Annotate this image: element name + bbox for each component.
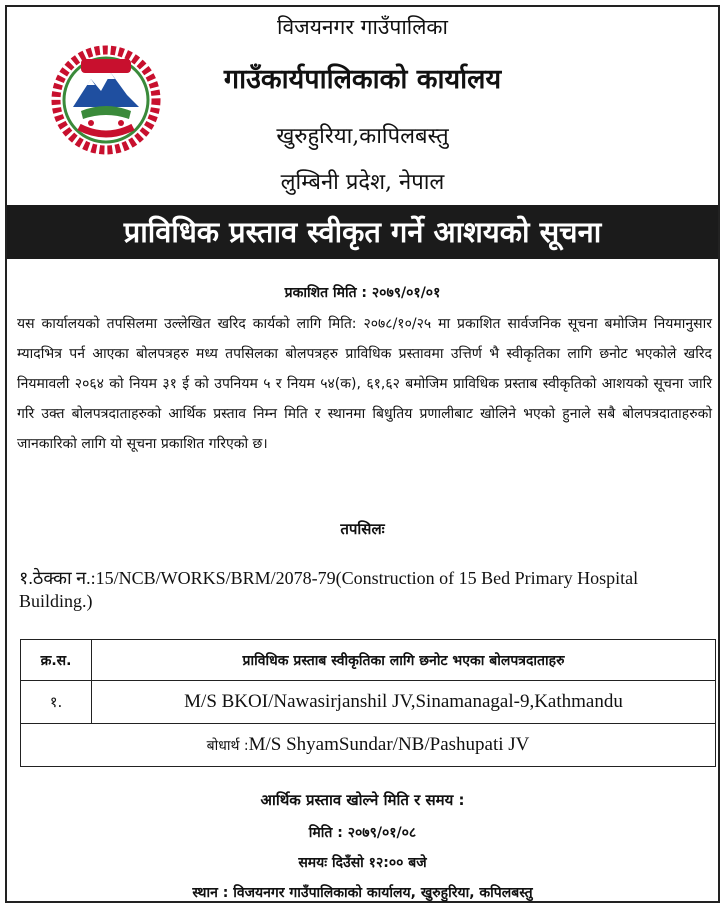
province-country: लुम्बिनी प्रदेश, नेपाल	[280, 170, 445, 195]
row-bidder-name: M/S BKOI/Nawasirjanshil JV,Sinamanagal-9,Kathmandu	[92, 681, 716, 724]
financial-opening-time: समयः दिउँसो १२:०० बजे	[298, 855, 427, 871]
header-bidders: प्राविधिक प्रस्ताब स्वीकृतिका लागि छनोट भएका बोलपत्रदाताहरु	[92, 640, 716, 681]
municipality-name: विजयनगर गाउँपालिका	[277, 15, 448, 39]
table-row	[21, 681, 716, 724]
office-name: गाउँकार्यपालिकाको कार्यालय	[223, 64, 502, 95]
notice-title-banner: प्राविधिक प्रस्ताव स्वीकृत गर्ने आशयको सूचना	[7, 205, 718, 259]
contract-number: १.ठेक्का न.:15/NCB/WORKS/BRM/2078-79(Construction of 15 Bed Primary Hospital Building.)	[19, 568, 639, 611]
financial-opening-place: स्थान : विजयनगर गाउँपालिकाको कार्यालय, खुरुहुरिया, कपिलबस्तु	[192, 885, 533, 901]
office-header	[7, 7, 718, 202]
financial-opening-date: मिति : २०७९/०१/०८	[308, 825, 417, 841]
financial-opening-heading: आर्थिक प्रस्ताव खोल्ने मिति र समय :	[260, 791, 465, 809]
details-heading: तपसिलः	[340, 520, 385, 538]
office-address: खुरुहुरिया,कापिलबस्तु	[276, 124, 449, 149]
row-serial: १.	[21, 681, 92, 724]
header-serial: क्र.स.	[21, 640, 92, 681]
bodhartha-cell	[21, 724, 716, 767]
bodhartha-label: बोधार्थ :	[206, 738, 249, 754]
notice-page	[5, 5, 720, 903]
notice-body-paragraph: यस कार्यालयको तपसिलमा उल्लेखित खरिद कार्यको लागि मिति: २०७८/१०/२५ मा प्रकाशित सार्वजनिक सूचना बमोजिम नियमानुसार म्यादभित्र पर्न आएका बोलपत्रहरु मध्य तपसिलका बोलपत्रहरु प्राविधिक प्रस्तावमा उत्तिर्ण भै स्वीकृतिका लागि छनोट भएकोले खरिद नियमावली २०६४ को नियम ३१ ई को उपनियम ५ र नियम ५४(क), ६१,६२ बमोजिम प्राविधिक प्रस्ताब स्वीकृतिको आशयको सूचना जारि गरि उक्त बोलपत्रदाताहरुको आर्थिक प्रस्ताव निम्न मिति र स्थानमा बिधुतिय प्रणालीबाट खोलिने भएको हुनाले सबै बोलपत्रदाताहरुको जानकारिको लागि यो सूचना प्रकाशित गरिएको छ।	[17, 316, 712, 452]
bodhartha-value: M/S ShyamSundar/NB/Pashupati JV	[248, 734, 530, 755]
selected-bidders-table	[20, 639, 716, 767]
publication-date: प्रकाशित मिति : २०७९/०१/०१	[284, 285, 441, 301]
table-header-row	[21, 640, 716, 681]
bodhartha-row	[21, 724, 716, 767]
